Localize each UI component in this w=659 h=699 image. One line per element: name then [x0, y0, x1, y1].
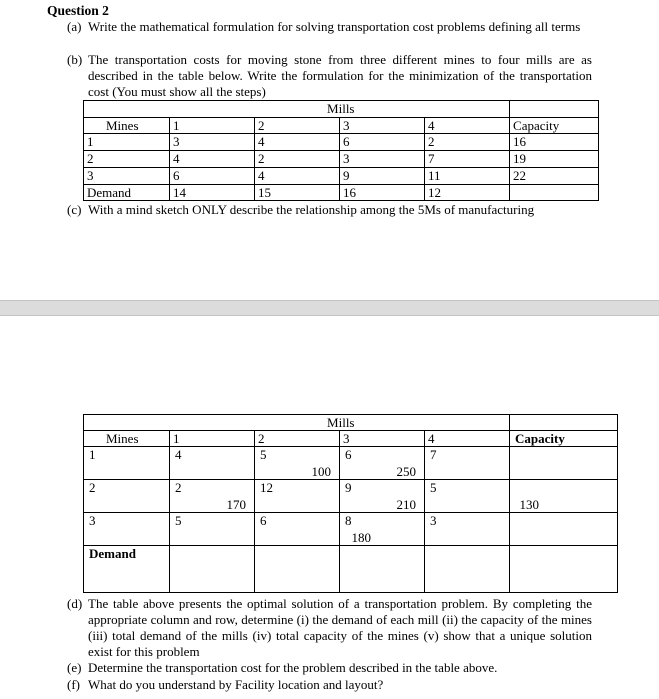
part-f-label: (f): [67, 677, 80, 692]
cost-cell: 2: [255, 151, 340, 168]
solution-cell: [340, 513, 425, 546]
table-row: [84, 447, 618, 480]
mine-label: 2: [84, 151, 170, 168]
solution-cell: [170, 513, 255, 546]
alloc-value: 180: [351, 530, 371, 545]
cost-cell: 3: [170, 134, 255, 151]
cost-value: 9: [345, 480, 352, 495]
part-f: [67, 677, 592, 693]
part-b-label: (b): [67, 52, 83, 67]
cost-value: 3: [430, 513, 437, 528]
cost-table: [83, 100, 599, 201]
demand-capacity-cell: [510, 185, 599, 201]
solution-table-mill-col: 2: [255, 431, 340, 447]
capacity-cell: [510, 447, 618, 480]
cost-table-mill-col: 1: [170, 118, 255, 134]
cost-cell: 4: [255, 168, 340, 185]
cost-value: 5: [175, 513, 182, 528]
demand-cell: [255, 546, 340, 593]
part-b-text: The transportation costs for moving stone from three different mines to four mills are as described in the table below. Write the formulation for the minimization of the transportation cost (You must show all the steps): [88, 52, 592, 99]
part-e-text: Determine the transportation cost for the problem described in the table above.: [88, 660, 498, 675]
solution-cell: [255, 480, 340, 513]
demand-cell: [340, 546, 425, 593]
part-a: [67, 19, 592, 35]
cost-table-mill-col: 2: [255, 118, 340, 134]
part-d: [67, 596, 592, 660]
cost-value: 7: [430, 447, 437, 462]
cost-cell: 9: [340, 168, 425, 185]
demand-cell: 15: [255, 185, 340, 201]
cost-cell: 2: [425, 134, 510, 151]
demand-cell: 16: [340, 185, 425, 201]
demand-row: [84, 185, 599, 201]
alloc-value: 130: [519, 497, 540, 512]
part-a-label: (a): [67, 19, 82, 34]
demand-cell: 14: [170, 185, 255, 201]
solution-cell: [340, 480, 425, 513]
solution-cell: [340, 447, 425, 480]
part-e-label: (e): [67, 660, 82, 675]
solution-table: [83, 414, 618, 593]
cost-table-mines-header: Mines: [84, 118, 170, 134]
cost-value: 8: [345, 513, 352, 528]
solution-table-mines-header: Mines: [84, 431, 170, 447]
part-c-label: (c): [67, 202, 82, 217]
capacity-cell: 19: [510, 151, 599, 168]
part-b: [67, 52, 592, 100]
solution-cell: [425, 480, 540, 513]
demand-capacity-cell: [510, 546, 618, 593]
table-row: [84, 513, 618, 546]
capacity-cell: 16: [510, 134, 599, 151]
cost-table-mills-header: Mills: [170, 101, 510, 118]
mine-label: 1: [84, 134, 170, 151]
question-title: Question 2: [47, 3, 109, 18]
part-e: [67, 660, 592, 676]
cost-table-mill-col: 3: [340, 118, 425, 134]
cost-value: 6: [345, 447, 352, 462]
demand-label: Demand: [84, 546, 170, 593]
cost-value: 12: [260, 480, 273, 495]
table-row: [84, 134, 599, 151]
table-row: [84, 151, 599, 168]
demand-label: Demand: [84, 185, 170, 201]
cost-table-corner-right: [510, 101, 599, 118]
demand-row: [84, 546, 618, 593]
solution-cell: [425, 513, 510, 546]
solution-table-mills-header: Mills: [170, 415, 510, 431]
alloc-value: 210: [396, 497, 416, 512]
mine-label: 1: [84, 447, 170, 480]
capacity-cell: 22: [510, 168, 599, 185]
demand-cell: [170, 546, 255, 593]
part-a-text: Write the mathematical formulation for solving transportation cost problems defining all terms: [88, 19, 581, 34]
cost-table-mill-col: 4: [425, 118, 510, 134]
cost-value: 5: [260, 447, 267, 462]
page-separator: [0, 300, 659, 316]
cost-cell: 6: [340, 134, 425, 151]
cost-cell: 4: [170, 151, 255, 168]
solution-table-mill-col: 1: [170, 431, 255, 447]
cost-value: 6: [260, 513, 267, 528]
mine-label: 3: [84, 513, 170, 546]
alloc-value: 250: [396, 464, 416, 479]
solution-cell: [170, 447, 255, 480]
cost-cell: 11: [425, 168, 510, 185]
table-row: [84, 480, 618, 513]
part-f-text: What do you understand by Facility location and layout?: [88, 677, 384, 692]
part-c-text: With a mind sketch ONLY describe the relationship among the 5Ms of manufacturing: [88, 202, 535, 217]
solution-table-capacity-header: Capacity: [510, 431, 618, 447]
alloc-value: 170: [226, 497, 246, 512]
mine-label: 3: [84, 168, 170, 185]
cost-value: 4: [175, 447, 182, 462]
part-c: [67, 202, 592, 218]
table-row: [84, 168, 599, 185]
cost-value: 5: [430, 480, 437, 495]
mine-label: 2: [84, 480, 170, 513]
cost-cell: 7: [425, 151, 510, 168]
solution-cell: [425, 447, 510, 480]
alloc-value: 100: [311, 464, 331, 479]
cost-table-capacity-header: Capacity: [510, 118, 599, 134]
part-d-text: The table above presents the optimal solution of a transportation problem. By completing the appropriate column and row, determine (i) the demand of each mill (ii) the capacity of the mines (iii) total demand of the mills (iv) total capacity of the mines (v) show that a unique solution exist for this problem: [88, 596, 592, 659]
cost-cell: 4: [255, 134, 340, 151]
solution-table-corner-right: [510, 415, 618, 431]
solution-cell: [255, 513, 371, 546]
solution-table-corner: [84, 415, 170, 431]
cost-cell: 3: [340, 151, 425, 168]
cost-table-corner: [84, 101, 170, 118]
solution-table-mill-col: 3: [340, 431, 425, 447]
capacity-cell: [510, 513, 618, 546]
cost-cell: 6: [170, 168, 255, 185]
solution-cell: [170, 480, 255, 513]
part-d-label: (d): [67, 596, 83, 611]
demand-cell: 12: [425, 185, 510, 201]
cost-value: 2: [175, 480, 182, 495]
solution-cell: [255, 447, 340, 480]
demand-cell: [425, 546, 510, 593]
solution-table-mill-col: 4: [425, 431, 510, 447]
